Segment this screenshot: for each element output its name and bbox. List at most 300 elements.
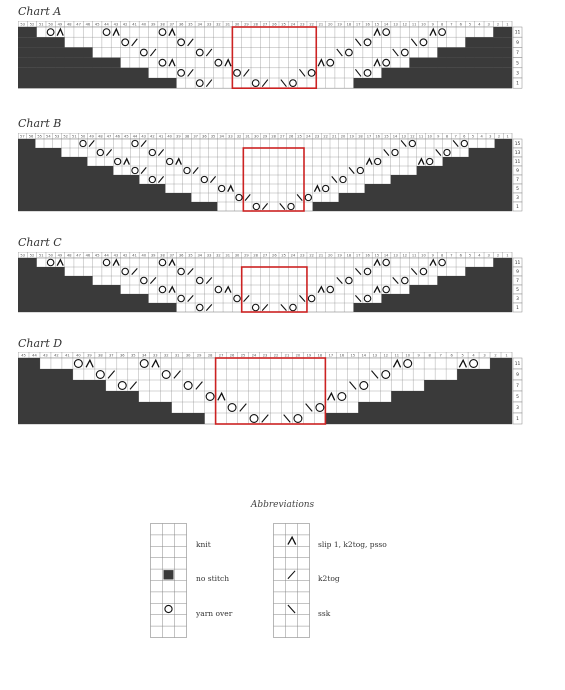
legend-title: Abbreviations [250, 500, 315, 510]
stitch-number: 21 [332, 134, 337, 139]
stitch-number: 7 [450, 253, 453, 258]
no-stitch-cell [18, 184, 165, 193]
row-number: 3 [516, 196, 519, 202]
stitch-number: 51 [39, 253, 44, 258]
stitch-number: 13 [372, 353, 378, 358]
stitch-number: 12 [410, 134, 415, 139]
stitch-number: 5 [471, 134, 475, 139]
stitch-number: 37 [109, 353, 114, 358]
stitch-number: 7 [450, 22, 453, 27]
stitch-number: 44 [132, 134, 138, 139]
stitch-number: 11 [411, 253, 417, 258]
stitch-number: 36 [178, 253, 184, 258]
stitch-number: 28 [271, 134, 276, 139]
no-stitch-cell [437, 47, 512, 57]
no-stitch-cell [18, 358, 40, 369]
stitch-number: 39 [176, 134, 181, 139]
stitch-number: 9 [437, 134, 440, 139]
stitch-number: 19 [349, 134, 354, 139]
row-number: 1 [516, 205, 519, 211]
no-stitch-cell [437, 276, 512, 285]
stitch-number: 15 [374, 253, 380, 258]
stitch-number: 52 [29, 22, 35, 27]
stitch-number: 42 [54, 353, 59, 358]
stitch-number: 35 [130, 353, 136, 358]
stitch-number: 18 [317, 353, 323, 358]
row-number: 11 [514, 30, 521, 36]
chart-c-title: Chart C [18, 236, 62, 249]
no-stitch-cell [313, 202, 512, 211]
stitch-number: 48 [66, 22, 72, 27]
stitch-number: 42 [122, 253, 128, 258]
stitch-number: 29 [244, 22, 249, 27]
no-stitch-cell [493, 258, 512, 267]
stitch-number: 32 [236, 134, 242, 139]
stitch-number: 2 [496, 22, 500, 27]
no-stitch-cell [18, 380, 106, 391]
stitch-number: 12 [383, 353, 389, 358]
no-stitch-cell [18, 276, 93, 285]
stitch-number: 30 [185, 353, 191, 358]
stitch-number: 26 [272, 253, 277, 258]
stitch-number: 11 [418, 134, 424, 139]
stitch-number: 34 [197, 253, 203, 258]
no-stitch-cell [382, 68, 512, 78]
stitch-number: 39 [150, 253, 156, 258]
stitch-number: 3 [489, 134, 492, 139]
stitch-number: 12 [402, 22, 408, 27]
stitch-number: 38 [160, 253, 165, 258]
row-number: 7 [516, 384, 519, 390]
stitch-number: 20 [327, 253, 333, 258]
stitch-number: 36 [178, 22, 184, 27]
stitch-number: 46 [115, 134, 120, 139]
stitch-number: 31 [174, 353, 180, 358]
stitch-number: 55 [37, 134, 42, 139]
stitch-number: 16 [365, 22, 370, 27]
no-stitch-cell [18, 369, 73, 380]
stitch-number: 3 [487, 22, 490, 27]
stitch-number: 17 [366, 134, 372, 139]
stitch-number: 10 [405, 353, 411, 358]
stitch-number: 33 [206, 22, 212, 27]
stitch-number: 10 [421, 22, 426, 27]
stitch-number: 53 [20, 253, 25, 258]
stitch-number: 18 [346, 22, 352, 27]
stitch-number: 12 [402, 253, 408, 258]
no-stitch-cell [354, 303, 512, 312]
stitch-number: 38 [98, 353, 103, 358]
stitch-number: 4 [478, 253, 481, 258]
stitch-number: 20 [295, 353, 301, 358]
no-stitch-cell [469, 148, 512, 157]
stitch-number: 8 [428, 353, 431, 358]
stitch-number: 54 [46, 134, 51, 139]
row-number: 11 [514, 261, 521, 267]
no-stitch-cell [18, 58, 121, 68]
no-stitch-cell [18, 37, 65, 47]
stitch-number: 38 [160, 22, 165, 27]
stitch-number: 40 [167, 134, 172, 139]
stitch-number: 45 [124, 134, 129, 139]
stitch-number: 22 [309, 253, 314, 258]
stitch-number: 24 [306, 134, 311, 139]
stitch-number: 23 [299, 22, 305, 27]
no-stitch-cell [18, 267, 65, 276]
no-stitch-cell [493, 27, 512, 37]
stitch-number: 10 [421, 253, 426, 258]
stitch-number: 23 [314, 134, 320, 139]
stitch-number: 30 [234, 22, 240, 27]
stitch-number: 4 [472, 353, 475, 358]
stitch-number: 43 [113, 22, 119, 27]
chart-c [18, 252, 528, 314]
no-stitch-cell [18, 166, 113, 175]
legend-label-sk2p: slip 1, k2tog, psso [318, 540, 387, 549]
stitch-number: 9 [417, 353, 420, 358]
chart-b [18, 133, 528, 215]
stitch-number: 34 [141, 353, 147, 358]
chart-b-title: Chart B [18, 117, 62, 130]
no-stitch-cell [18, 258, 37, 267]
stitch-number: 15 [350, 353, 356, 358]
no-stitch-cell [18, 78, 176, 88]
stitch-number: 44 [104, 22, 109, 27]
stitch-number: 49 [89, 134, 94, 139]
stitch-number: 31 [225, 253, 231, 258]
stitch-number: 28 [253, 253, 258, 258]
stitch-number: 26 [272, 22, 277, 27]
stitch-number: 53 [54, 134, 60, 139]
no-stitch-cell [417, 166, 512, 175]
row-number-column [513, 358, 522, 424]
stitch-number: 5 [468, 22, 472, 27]
row-number: 7 [516, 279, 519, 285]
stitch-number: 47 [76, 253, 81, 258]
stitch-number: 22 [309, 22, 314, 27]
stitch-number: 26 [288, 134, 294, 139]
stitch-number: 14 [383, 253, 389, 258]
no-stitch-cell [18, 413, 205, 424]
stitch-number: 31 [225, 22, 231, 27]
stitch-number: 31 [245, 134, 250, 139]
no-stitch-cell [18, 157, 87, 166]
stitch-number: 34 [197, 22, 203, 27]
stitch-number: 27 [262, 22, 268, 27]
stitch-number: 17 [355, 253, 361, 258]
stitch-number: 32 [216, 22, 221, 27]
stitch-number: 25 [281, 22, 286, 27]
stitch-number: 33 [152, 353, 158, 358]
stitch-number: 49 [57, 22, 63, 27]
stitch-number: 18 [346, 253, 352, 258]
stitch-number: 44 [104, 253, 109, 258]
stitch-number: 24 [251, 353, 257, 358]
no-stitch-cell [18, 202, 217, 211]
no-stitch-cell [18, 285, 121, 294]
stitch-number: 7 [439, 353, 442, 358]
stitch-number: 34 [219, 134, 224, 139]
stitch-number: 47 [106, 134, 112, 139]
stitch-number: 20 [327, 22, 333, 27]
stitch-number: 30 [254, 134, 259, 139]
no-stitch-cell [18, 193, 191, 202]
legend-label-k2tog: k2tog [318, 574, 340, 583]
row-number: 9 [516, 169, 519, 175]
stitch-number: 32 [163, 353, 169, 358]
no-stitch-cell [443, 157, 512, 166]
row-number: 5 [516, 61, 519, 67]
no-stitch-cell [354, 78, 512, 88]
row-number-column [513, 27, 522, 88]
no-stitch-cell [325, 413, 512, 424]
stitch-number: 41 [65, 353, 70, 358]
stitch-number: 49 [57, 253, 63, 258]
stitch-number: 41 [158, 134, 164, 139]
row-number-column [513, 139, 522, 211]
stitch-number-header [18, 252, 512, 258]
no-stitch-cell [358, 402, 512, 413]
stitch-number: 26 [229, 353, 235, 358]
stitch-number: 3 [487, 253, 490, 258]
stitch-number: 53 [20, 22, 25, 27]
stitch-number: 24 [290, 22, 296, 27]
legend-label-no-stitch: no stitch [196, 574, 230, 583]
stitch-number: 39 [150, 22, 156, 27]
legend-column-right [273, 523, 313, 647]
no-stitch-cell [465, 37, 512, 47]
stitch-number: 20 [340, 134, 346, 139]
stitch-number: 1 [506, 22, 509, 27]
stitch-number: 9 [431, 22, 434, 27]
stitch-number: 14 [392, 134, 398, 139]
stitch-number: 4 [480, 134, 483, 139]
stitch-number: 2 [496, 253, 500, 258]
stitch-number: 41 [132, 22, 137, 27]
stitch-number: 57 [20, 134, 25, 139]
stitch-number: 41 [132, 253, 137, 258]
stitch-number: 48 [66, 253, 72, 258]
legend-symbol-no-stitch [164, 570, 174, 579]
row-number: 13 [514, 151, 521, 157]
legend-column-left [150, 523, 190, 647]
row-number: 1 [516, 417, 519, 423]
stitch-number: 4 [478, 22, 481, 27]
stitch-number: 19 [337, 22, 342, 27]
stitch-number: 43 [43, 353, 48, 358]
stitch-number: 46 [85, 253, 91, 258]
stitch-number: 40 [141, 22, 147, 27]
stitch-number: 7 [454, 134, 457, 139]
stitch-number: 14 [361, 353, 367, 358]
stitch-number: 16 [339, 353, 345, 358]
row-number: 3 [516, 71, 519, 77]
stitch-number: 8 [440, 253, 444, 258]
no-stitch-cell [409, 285, 512, 294]
stitch-number: 21 [318, 253, 324, 258]
stitch-number: 44 [32, 353, 37, 358]
stitch-number: 14 [383, 22, 389, 27]
stitch-number: 50 [80, 134, 86, 139]
chart-a [18, 21, 528, 93]
stitch-number: 6 [463, 134, 466, 139]
stitch-number: 13 [393, 22, 398, 27]
stitch-number: 1 [506, 134, 509, 139]
stitch-number: 17 [328, 353, 334, 358]
stitch-number: 9 [431, 253, 434, 258]
row-number: 9 [516, 40, 519, 46]
no-stitch-cell [391, 175, 512, 184]
stitch-number: 5 [461, 353, 464, 358]
stitch-number: 43 [141, 134, 146, 139]
row-number: 5 [516, 187, 519, 193]
stitch-number: 25 [281, 253, 286, 258]
stitch-number: 29 [196, 353, 202, 358]
row-number: 7 [516, 51, 519, 57]
stitch-number: 36 [202, 134, 207, 139]
stitch-number: 37 [193, 134, 198, 139]
stitch-number: 45 [21, 353, 26, 358]
stitch-number: 38 [184, 134, 190, 139]
stitch-number: 22 [273, 353, 279, 358]
no-stitch-cell [18, 294, 148, 303]
stitch-number: 3 [483, 353, 486, 358]
stitch-number: 51 [72, 134, 77, 139]
stitch-number: 18 [358, 134, 363, 139]
stitch-number: 28 [207, 353, 213, 358]
stitch-number: 32 [216, 253, 221, 258]
chart-d-title: Chart D [18, 337, 63, 350]
legend-label-knit: knit [196, 540, 211, 549]
stitch-number: 24 [290, 253, 296, 258]
stitch-number: 29 [244, 253, 249, 258]
no-stitch-cell [18, 27, 37, 37]
stitch-number: 46 [85, 22, 91, 27]
stitch-number: 33 [228, 134, 233, 139]
stitch-number-header [18, 133, 512, 139]
legend-grid-left [150, 523, 190, 643]
stitch-number: 28 [253, 22, 258, 27]
row-number: 9 [516, 373, 519, 379]
stitch-number: 15 [374, 22, 380, 27]
stitch-number: 8 [445, 134, 449, 139]
row-number: 1 [516, 306, 519, 312]
stitch-number: 16 [365, 253, 370, 258]
stitch-number: 19 [337, 253, 342, 258]
no-stitch-cell [365, 184, 512, 193]
stitch-number: 50 [48, 22, 53, 27]
stitch-number-header [18, 21, 512, 27]
stitch-number: 6 [459, 22, 462, 27]
no-stitch-cell [18, 68, 148, 78]
stitch-number: 45 [94, 22, 100, 27]
chart-a-title: Chart A [18, 5, 62, 18]
stitch-number: 37 [169, 22, 175, 27]
stitch-number: 45 [94, 253, 100, 258]
stitch-number: 2 [494, 353, 497, 358]
stitch-number: 10 [427, 134, 432, 139]
stitch-number: 33 [206, 253, 212, 258]
stitch-number: 6 [459, 253, 462, 258]
stitch-number: 6 [450, 353, 453, 358]
stitch-number: 2 [497, 134, 501, 139]
stitch-number: 11 [394, 353, 400, 358]
legend-label-yarn-over: yarn over [196, 609, 233, 618]
chart-d [18, 352, 528, 426]
stitch-number: 21 [318, 22, 324, 27]
stitch-number: 1 [506, 253, 509, 258]
stitch-number: 23 [299, 253, 305, 258]
legend-label-ssk: ssk [318, 609, 331, 618]
no-stitch-cell [18, 391, 139, 402]
stitch-number: 56 [28, 134, 34, 139]
stitch-number: 23 [262, 353, 268, 358]
row-number: 3 [516, 297, 519, 303]
stitch-number: 1 [505, 353, 508, 358]
stitch-number: 40 [76, 353, 81, 358]
no-stitch-cell [18, 139, 35, 148]
stitch-number: 37 [169, 253, 175, 258]
stitch-number: 22 [323, 134, 328, 139]
stitch-number: 35 [188, 253, 193, 258]
row-number: 1 [516, 81, 519, 87]
no-stitch-cell [391, 391, 512, 402]
row-number: 11 [514, 160, 521, 166]
stitch-number: 52 [29, 253, 35, 258]
row-number-column [513, 258, 522, 312]
stitch-number: 16 [375, 134, 380, 139]
stitch-number: 15 [384, 134, 389, 139]
no-stitch-cell [18, 303, 176, 312]
stitch-number: 39 [87, 353, 92, 358]
no-stitch-cell [457, 369, 512, 380]
stitch-number: 8 [440, 22, 444, 27]
stitch-number: 35 [188, 22, 193, 27]
stitch-number: 30 [234, 253, 240, 258]
row-number: 15 [514, 142, 521, 148]
stitch-number: 19 [306, 353, 312, 358]
row-number: 11 [514, 362, 521, 368]
stitch-number: 11 [411, 22, 417, 27]
stitch-number: 42 [122, 22, 128, 27]
stitch-number: 27 [280, 134, 285, 139]
stitch-number: 43 [113, 253, 119, 258]
row-number: 9 [516, 270, 519, 276]
row-number: 7 [516, 178, 519, 184]
stitch-number: 21 [284, 353, 290, 358]
no-stitch-cell [495, 139, 512, 148]
no-stitch-cell [382, 294, 512, 303]
row-number: 3 [516, 406, 519, 412]
stitch-number: 25 [240, 353, 246, 358]
no-stitch-cell [465, 267, 512, 276]
stitch-number: 27 [218, 353, 224, 358]
stitch-number: 13 [401, 134, 406, 139]
stitch-number: 40 [141, 253, 147, 258]
stitch-number: 5 [468, 253, 472, 258]
no-stitch-cell [339, 193, 512, 202]
stitch-number: 52 [63, 134, 68, 139]
stitch-number: 47 [76, 22, 81, 27]
row-number: 5 [516, 395, 519, 401]
stitch-number: 50 [48, 253, 53, 258]
no-stitch-cell [409, 58, 512, 68]
no-stitch-cell [18, 402, 172, 413]
stitch-number: 27 [262, 253, 268, 258]
stitch-number-header [18, 352, 512, 358]
stitch-number: 35 [210, 134, 216, 139]
row-number: 5 [516, 288, 519, 294]
